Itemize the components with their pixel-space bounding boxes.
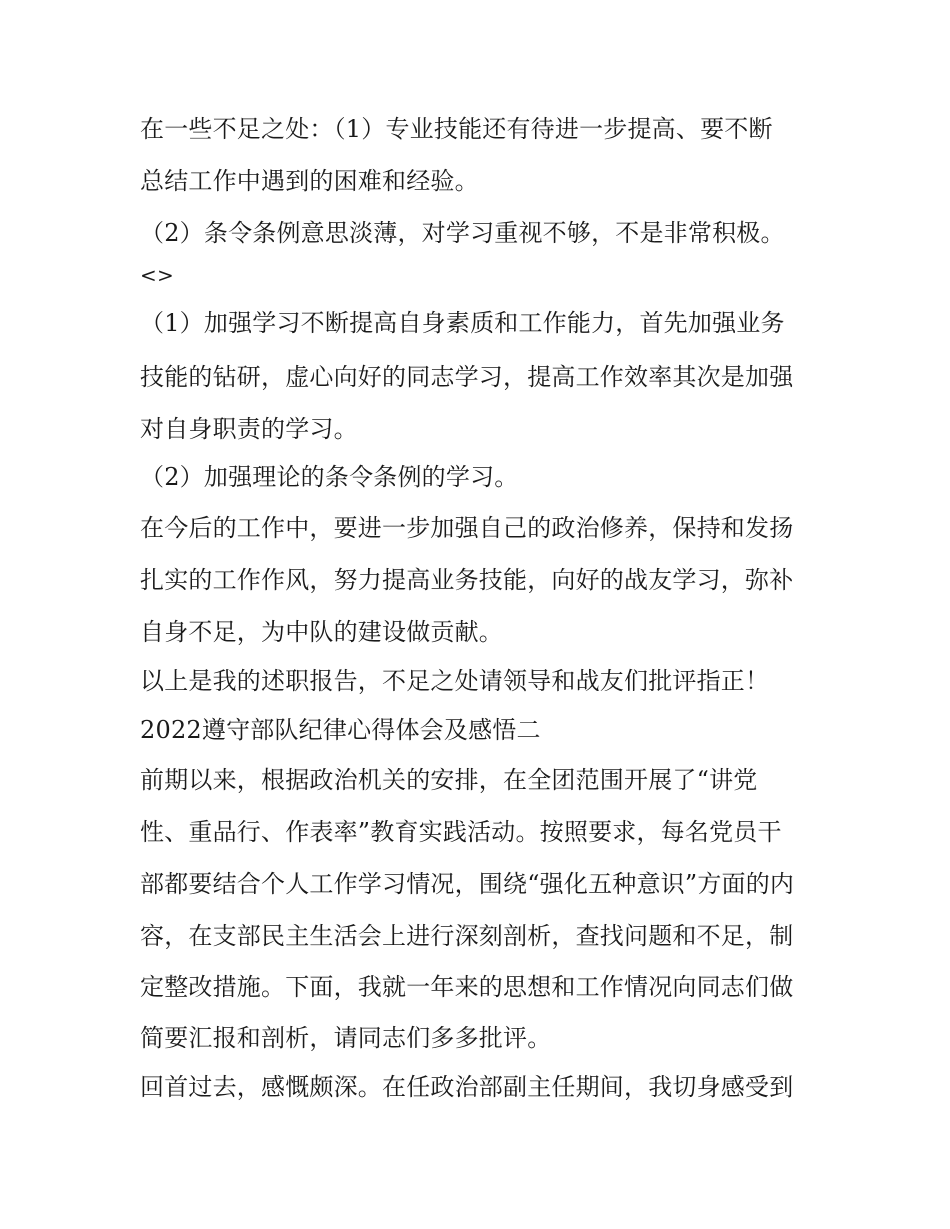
text-line: 回首过去，感慨颇深。在任政治部副主任期间，我切身感受到 bbox=[140, 1073, 794, 1101]
text-line: 定整改措施。下面，我就一年来的思想和工作情况向同志们做 bbox=[140, 973, 794, 1001]
text-line: 自身不足，为中队的建设做贡献。 bbox=[140, 618, 503, 646]
text-line: 在一些不足之处：（1）专业技能还有待进一步提高、要不断 bbox=[140, 115, 773, 143]
text-line: 前期以来，根据政治机关的安排，在全团范围开展了“讲党 bbox=[140, 766, 758, 794]
text-line: 扎实的工作作风，努力提高业务技能，向好的战友学习，弥补 bbox=[140, 566, 794, 594]
text-line: （1）加强学习不断提高自身素质和工作能力，首先加强业务 bbox=[140, 309, 785, 337]
text-line: 在今后的工作中，要进一步加强自己的政治修养，保持和发扬 bbox=[140, 514, 794, 542]
text-line: <> bbox=[140, 263, 174, 287]
text-line: （2）条令条例意思淡薄，对学习重视不够，不是非常积极。 bbox=[140, 219, 785, 247]
text-line: 容，在支部民主生活会上进行深刻剖析，查找问题和不足，制 bbox=[140, 922, 794, 950]
section-heading: 2022遵守部队纪律心得体会及感悟二 bbox=[140, 716, 541, 744]
text-line: 简要汇报和剖析，请同志们多多批评。 bbox=[140, 1024, 552, 1052]
text-line: 部都要结合个人工作学习情况，围绕“强化五种意识”方面的内 bbox=[140, 870, 795, 898]
text-line: 对自身职责的学习。 bbox=[140, 415, 358, 443]
text-line: 以上是我的述职报告，不足之处请领导和战友们批评指正！ bbox=[140, 667, 770, 695]
text-line: 技能的钻研，虚心向好的同志学习，提高工作效率其次是加强 bbox=[140, 363, 794, 391]
text-line: 性、重品行、作表率”教育实践活动。按照要求，每名党员干 bbox=[140, 818, 782, 846]
text-line: 总结工作中遇到的困难和经验。 bbox=[140, 167, 479, 195]
text-line: （2）加强理论的条令条例的学习。 bbox=[140, 463, 519, 491]
